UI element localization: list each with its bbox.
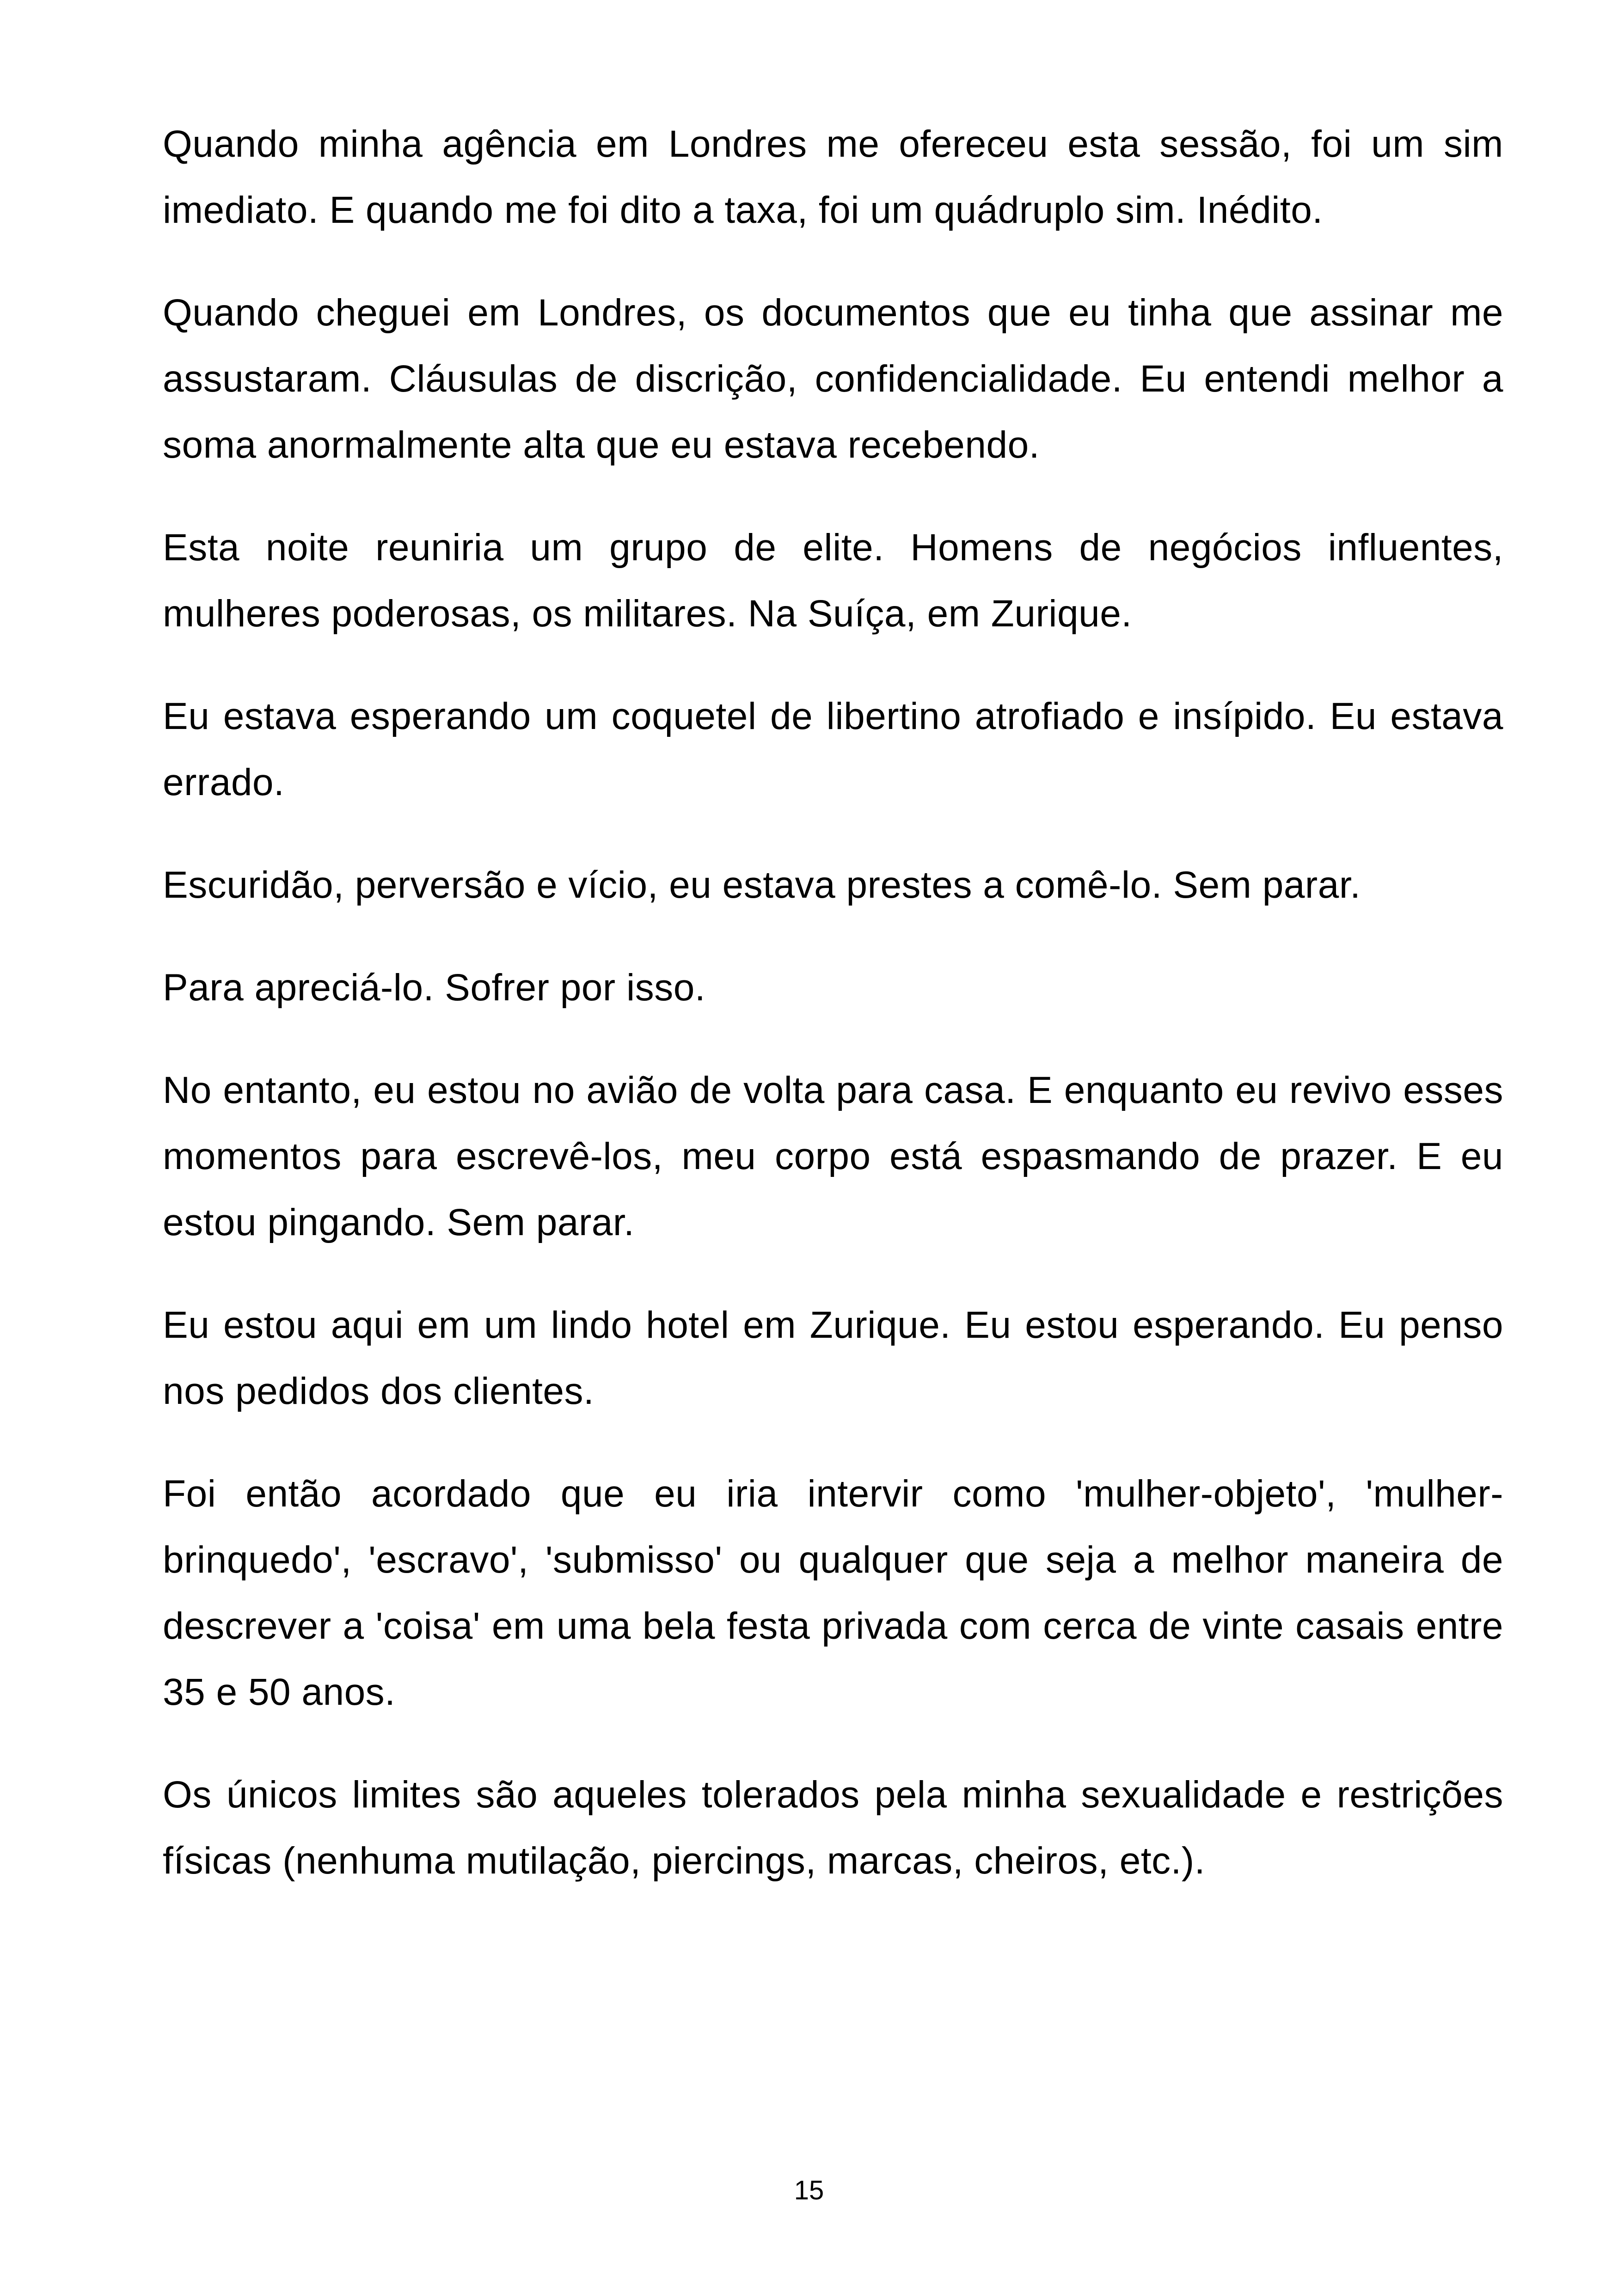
paragraph-3: Esta noite reuniria um grupo de elite. Homens de negócios influentes, mulheres poderosas, os militares. Na Suíça, em Zurique. xyxy=(163,527,1503,635)
paragraph-10: Os únicos limites são aqueles tolerados pela minha sexualidade e restrições físicas (nenhuma mutilação, piercings, marcas, cheiros, etc.). xyxy=(163,1774,1503,1882)
paragraph-2: Quando cheguei em Londres, os documentos que eu tinha que assinar me assustaram. Cláusulas de discrição, confidencialidade. Eu entendi melhor a soma anormalmente alta que eu estava recebendo. xyxy=(163,292,1503,466)
page-number: 15 xyxy=(794,2175,824,2205)
paragraph-5: Escuridão, perversão e vício, eu estava prestes a comê-lo. Sem parar. xyxy=(163,864,1361,906)
paragraph-6: Para apreciá-lo. Sofrer por isso. xyxy=(163,967,706,1009)
paragraph-7: No entanto, eu estou no avião de volta para casa. E enquanto eu revivo esses momentos para escrevê-los, meu corpo está espasmando de prazer. E eu estou pingando. Sem parar. xyxy=(163,1069,1503,1243)
body-text xyxy=(163,111,1503,1930)
paragraph-9: Foi então acordado que eu iria intervir como 'mulher-objeto', 'mulher-brinquedo', 'escravo', 'submisso' ou qualquer que seja a melhor maneira de descrever a 'coisa' em uma bela festa privada com cerca de vinte casais entre 35 e 50 anos. xyxy=(163,1473,1503,1713)
paragraph-8: Eu estou aqui em um lindo hotel em Zurique. Eu estou esperando. Eu penso nos pedidos dos clientes. xyxy=(163,1304,1503,1412)
paragraph-4: Eu estava esperando um coquetel de libertino atrofiado e insípido. Eu estava errado. xyxy=(163,695,1503,803)
paragraph-1: Quando minha agência em Londres me ofereceu esta sessão, foi um sim imediato. E quando me foi dito a taxa, foi um quádruplo sim. Inédito. xyxy=(163,123,1503,231)
